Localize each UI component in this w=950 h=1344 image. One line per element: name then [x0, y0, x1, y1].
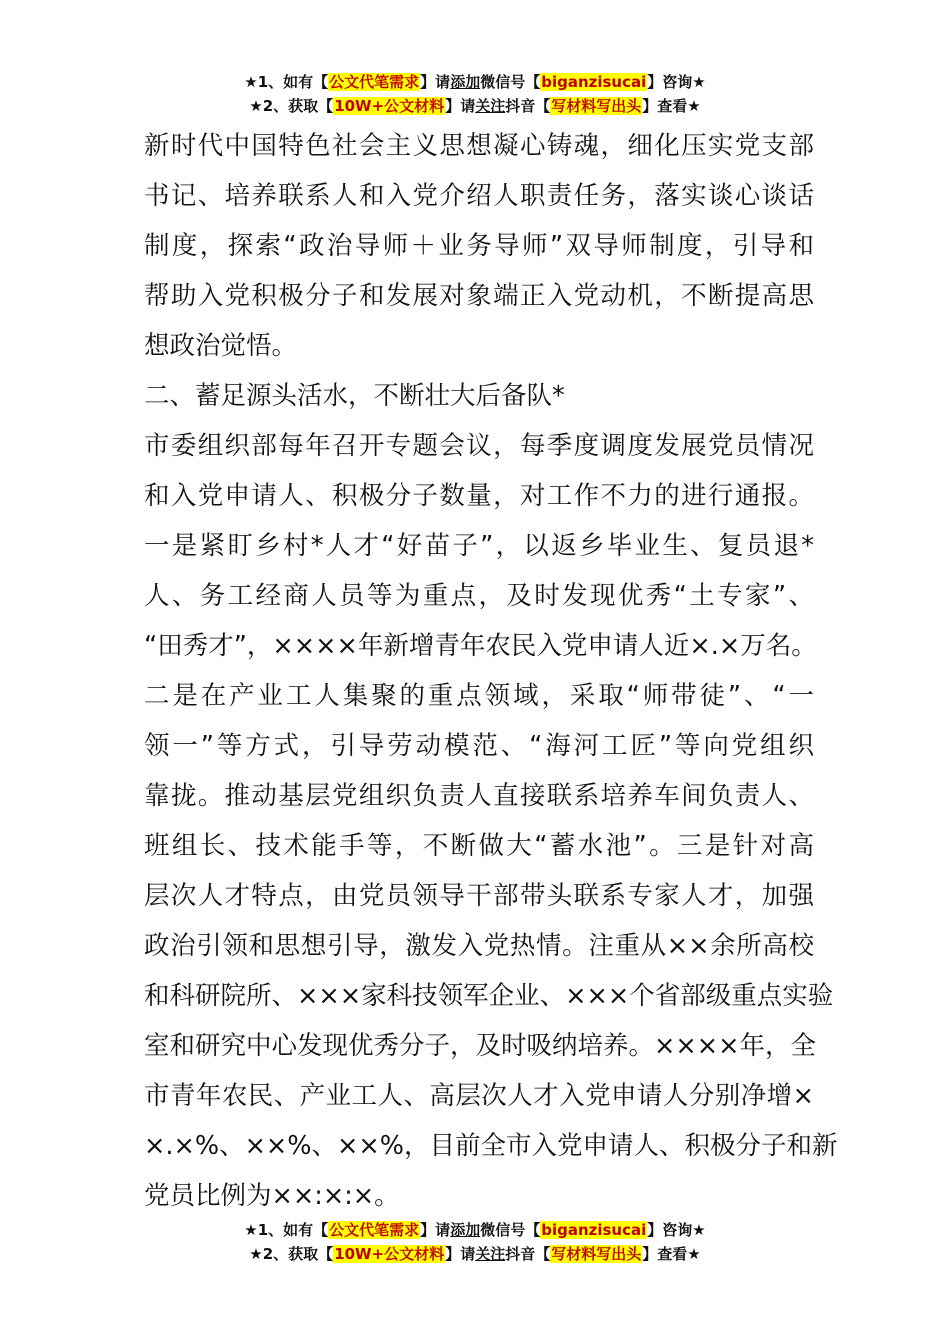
body-line: 市委组织部每年召开专题会议，每季度调度发展党员情况: [144, 431, 814, 461]
body-line: 和入党申请人、积极分子数量，对工作不力的进行通报。: [144, 481, 814, 511]
highlight-service: 公文代笔需求: [329, 73, 420, 91]
banner-text: ★2、获取【: [249, 1245, 334, 1263]
body-line: 靠拢。推动基层党组织负责人直接联系培养车间负责人、: [144, 781, 814, 811]
underlined-text: 添加: [450, 1221, 481, 1239]
banner-text: 】请: [445, 1245, 476, 1263]
highlight-service: 公文代笔需求: [329, 1221, 420, 1239]
underlined-text: 关注: [475, 97, 506, 115]
banner-text: 抖音【: [505, 97, 551, 115]
body-line: 新时代中国特色社会主义思想凝心铸魂，细化压实党支部: [144, 131, 814, 161]
banner-line-2: [0, 1242, 950, 1266]
body-line: “田秀才”，××××年新增青年农民入党申请人近×.×万名。: [144, 631, 817, 661]
banner-text: 】查看★: [642, 1245, 701, 1263]
body-line: 党员比例为××:×:×。: [144, 1181, 400, 1211]
banner-line-1: [0, 70, 950, 94]
banner-line-1: [0, 1218, 950, 1242]
banner-text: 】咨询★: [647, 1221, 706, 1239]
banner-text: 】请: [420, 1221, 451, 1239]
body-line: 一是紧盯乡村*人才“好苗子”，以返乡毕业生、复员退*: [144, 531, 814, 561]
section-heading: 二、蓄足源头活水，不断壮大后备队*: [144, 381, 565, 411]
banner-text: ★1、如有【: [244, 1221, 329, 1239]
header-banner: [0, 70, 950, 118]
body-line: 二是在产业工人集聚的重点领域，采取“师带徒”、“一: [144, 681, 814, 711]
body-line: 领一”等方式，引导劳动模范、“海河工匠”等向党组织: [144, 731, 814, 761]
banner-line-2: [0, 94, 950, 118]
highlight-douyin-id: 写材料写出头: [551, 1245, 642, 1263]
banner-text: ★2、获取【: [249, 97, 334, 115]
body-line: 制度，探索“政治导师＋业务导师”双导师制度，引导和: [144, 231, 814, 261]
banner-text: 】咨询★: [647, 73, 706, 91]
highlight-materials: 10W+公文材料: [334, 97, 445, 115]
document-body: [144, 121, 838, 1221]
body-line: 室和研究中心发现优秀分子，及时吸纳培养。××××年，全: [144, 1031, 816, 1061]
body-line: 班组长、技术能手等，不断做大“蓄水池”。三是针对高: [144, 831, 814, 861]
body-line: 和科研院所、×××家科技领军企业、×××个省部级重点实验: [144, 981, 834, 1011]
banner-text: 】请: [445, 97, 476, 115]
banner-text: 微信号【: [480, 73, 541, 91]
highlight-douyin-id: 写材料写出头: [551, 97, 642, 115]
highlight-materials: 10W+公文材料: [334, 1245, 445, 1263]
body-line: 书记、培养联系人和入党介绍人职责任务，落实谈心谈话: [144, 181, 814, 211]
underlined-text: 关注: [475, 1245, 506, 1263]
underlined-text: 添加: [450, 73, 481, 91]
highlight-wechat-id: biganzisucai: [541, 73, 647, 91]
footer-banner: [0, 1218, 950, 1266]
banner-text: 】查看★: [642, 97, 701, 115]
body-line: ×.×%、××%、××%，目前全市入党申请人、积极分子和新: [144, 1131, 838, 1161]
body-line: 帮助入党积极分子和发展对象端正入党动机，不断提高思: [144, 281, 814, 311]
body-line: 市青年农民、产业工人、高层次人才入党申请人分别净增×: [144, 1081, 814, 1111]
banner-text: 微信号【: [480, 1221, 541, 1239]
body-line: 层次人才特点，由党员领导干部带头联系专家人才，加强: [144, 881, 814, 911]
banner-text: 】请: [420, 73, 451, 91]
body-line: 人、务工经商人员等为重点，及时发现优秀“土专家”、: [144, 581, 814, 611]
banner-text: 抖音【: [505, 1245, 551, 1263]
banner-text: ★1、如有【: [244, 73, 329, 91]
highlight-wechat-id: biganzisucai: [541, 1221, 647, 1239]
body-line: 政治引领和思想引导，激发入党热情。注重从××余所高校: [144, 931, 814, 961]
body-line: 想政治觉悟。: [144, 331, 298, 361]
